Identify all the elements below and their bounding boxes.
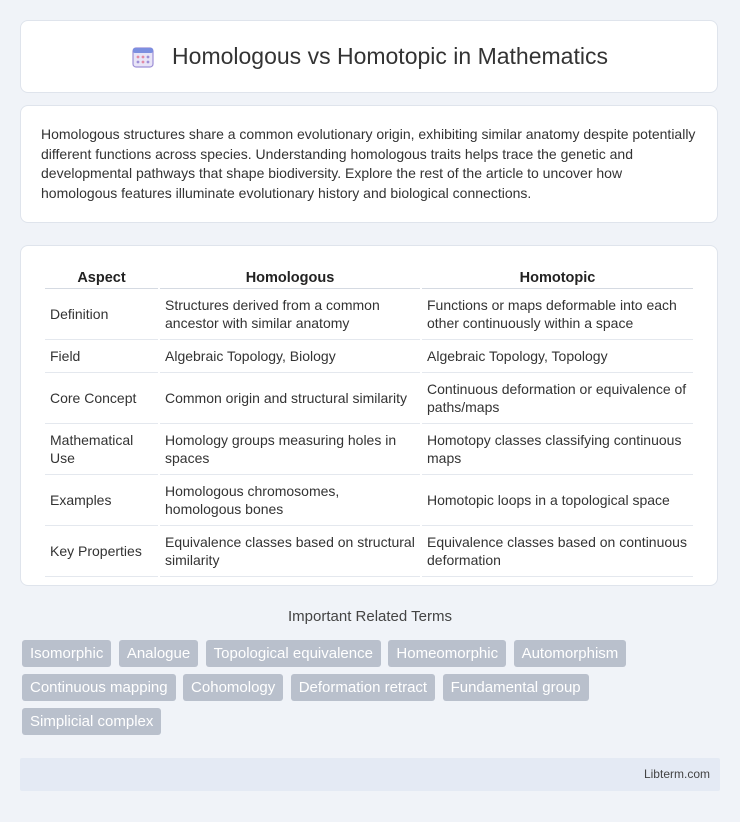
tag-fundamental-group[interactable]: Fundamental group — [443, 674, 589, 701]
cell-homotopic: Equivalence classes based on continuous deformation — [422, 526, 693, 577]
related-terms-tags — [22, 640, 722, 742]
header-homotopic: Homotopic — [422, 266, 693, 289]
cell-homologous: Homology groups measuring holes in spaces — [160, 424, 420, 475]
cell-homologous: Homologous chromosomes, homologous bones — [160, 475, 420, 526]
tag-isomorphic[interactable]: Isomorphic — [22, 640, 111, 667]
intro-text: Homologous structures share a common evolutionary origin, exhibiting similar anatomy despite potentially different functions across species. Understanding homologous traits helps trace the genetic and developmental pathways that shape biodiversity. Explore the rest of the article to uncover how homologous features illuminate evolutionary history and biological connections. — [41, 126, 696, 201]
cell-aspect: Mathematical Use — [45, 424, 158, 475]
page-title: Homologous vs Homotopic in Mathematics — [172, 43, 608, 69]
title-wrap — [130, 43, 608, 70]
related-terms-title: Important Related Terms — [288, 608, 452, 625]
cell-aspect: Field — [45, 340, 158, 373]
cell-homologous: Structures derived from a common ancestor with similar anatomy — [160, 289, 420, 340]
cell-homotopic: Continuous deformation or equivalence of paths/maps — [422, 373, 693, 424]
table-header-row — [45, 266, 693, 289]
header-aspect: Aspect — [45, 266, 158, 289]
cell-homotopic: Algebraic Topology, Topology — [422, 340, 693, 373]
table-row — [45, 289, 693, 340]
cell-aspect: Examples — [45, 475, 158, 526]
tag-continuous-mapping[interactable]: Continuous mapping — [22, 674, 176, 701]
table-row — [45, 373, 693, 424]
header-card — [20, 20, 718, 93]
calendar-icon — [130, 44, 156, 70]
cell-aspect: Core Concept — [45, 373, 158, 424]
table-row — [45, 340, 693, 373]
tag-simplicial-complex[interactable]: Simplicial complex — [22, 708, 161, 735]
cell-aspect: Key Properties — [45, 526, 158, 577]
cell-homologous: Common origin and structural similarity — [160, 373, 420, 424]
intro-card — [20, 105, 718, 223]
footer — [20, 758, 720, 791]
comparison-card — [20, 245, 718, 586]
cell-homotopic: Functions or maps deformable into each other continuously within a space — [422, 289, 693, 340]
comparison-table — [43, 266, 695, 577]
table-row — [45, 424, 693, 475]
tag-homeomorphic[interactable]: Homeomorphic — [388, 640, 506, 667]
cell-homologous: Equivalence classes based on structural similarity — [160, 526, 420, 577]
cell-aspect: Definition — [45, 289, 158, 340]
cell-homotopic: Homotopy classes classifying continuous maps — [422, 424, 693, 475]
cell-homologous: Algebraic Topology, Biology — [160, 340, 420, 373]
footer-site-link[interactable]: Libterm.com — [643, 767, 710, 781]
tag-deformation-retract[interactable]: Deformation retract — [291, 674, 435, 701]
cell-homotopic: Homotopic loops in a topological space — [422, 475, 693, 526]
tag-analogue[interactable]: Analogue — [119, 640, 198, 667]
table-row — [45, 526, 693, 577]
tag-cohomology[interactable]: Cohomology — [183, 674, 283, 701]
tag-topological-equivalence[interactable]: Topological equivalence — [206, 640, 381, 667]
tag-automorphism[interactable]: Automorphism — [514, 640, 627, 667]
table-row — [45, 475, 693, 526]
header-homologous: Homologous — [160, 266, 420, 289]
